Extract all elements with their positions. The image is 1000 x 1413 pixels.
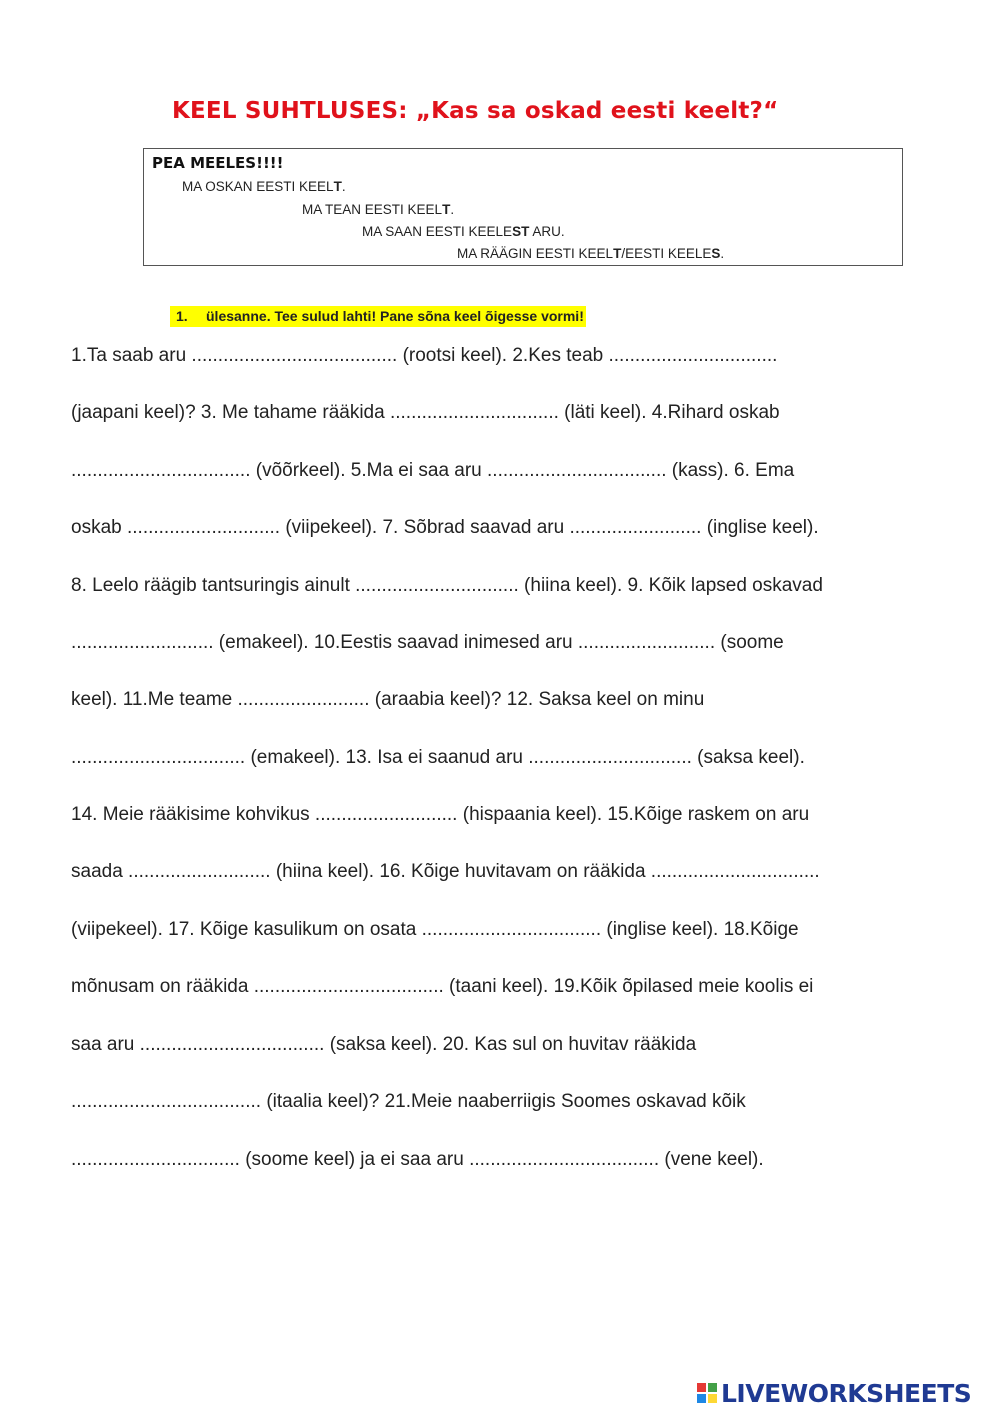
worksheet-title: KEEL SUHTLUSES: „Kas sa oskad eesti keelt?“ (172, 98, 779, 124)
exercise-line: (viipekeel). 17. Kõige kasulikum on osata .................................. (inglise keel). 18.Kõige (71, 919, 799, 940)
task-text: ülesanne. Tee sulud lahti! Pane sõna keel õigesse vormi! (206, 308, 584, 324)
reminder-rule-4: MA RÄÄGIN EESTI KEELT/EESTI KEELES. (457, 246, 725, 261)
reminder-rule-1: MA OSKAN EESTI KEELT. (182, 179, 346, 194)
exercise-line: ........................... (emakeel). 10.Eestis saavad inimesed aru .......................... (soome (71, 632, 784, 653)
exercise-line: 1.Ta saab aru ....................................... (rootsi keel). 2.Kes teab ................................ (71, 345, 778, 366)
logo-square-icon (697, 1394, 706, 1403)
exercise-line: 14. Meie rääkisime kohvikus ........................... (hispaania keel). 15.Kõige raskem on aru (71, 804, 810, 825)
liveworksheets-logo-icon (697, 1383, 717, 1403)
exercise-line: saa aru ................................... (saksa keel). 20. Kas sul on huvitav rääkida (71, 1034, 697, 1055)
logo-square-icon (708, 1383, 717, 1392)
logo-text: LIVEWORKSHEETS (721, 1378, 972, 1408)
exercise-line: .................................. (võõrkeel). 5.Ma ei saa aru .................................. (kass). 6. Ema (71, 460, 795, 481)
exercise-line: oskab ............................. (viipekeel). 7. Sõbrad saavad aru ......................... (inglise keel). (71, 517, 819, 538)
task-number: 1. (176, 308, 188, 324)
exercise-line: ................................. (emakeel). 13. Isa ei saanud aru ............................... (saksa keel). (71, 747, 805, 768)
logo-square-icon (708, 1394, 717, 1403)
exercise-line: mõnusam on rääkida .................................... (taani keel). 19.Kõik õpilased meie koolis ei (71, 976, 814, 997)
liveworksheets-logo (697, 1378, 971, 1408)
reminder-box (143, 148, 903, 266)
reminder-rule-3: MA SAAN EESTI KEELEST ARU. (362, 224, 565, 239)
exercise-line: 8. Leelo räägib tantsuringis ainult ............................... (hiina keel). 9. Kõik lapsed oskavad (71, 575, 823, 596)
exercise-line: ................................ (soome keel) ja ei saa aru .................................... (vene keel). (71, 1149, 764, 1170)
logo-square-icon (697, 1383, 706, 1392)
task-instruction (170, 306, 586, 327)
exercise-line: .................................... (itaalia keel)? 21.Meie naaberriigis Soomes oskavad kõik (71, 1091, 746, 1112)
reminder-heading: PEA MEELES!!!! (152, 154, 284, 172)
exercise-line: saada ........................... (hiina keel). 16. Kõige huvitavam on rääkida ................................ (71, 861, 820, 882)
exercise-line: keel). 11.Me teame ......................... (araabia keel)? 12. Saksa keel on minu (71, 689, 705, 710)
exercise-line: (jaapani keel)? 3. Me tahame rääkida ................................ (läti keel). 4.Rihard oskab (71, 402, 780, 423)
reminder-rule-2: MA TEAN EESTI KEELT. (302, 202, 455, 217)
